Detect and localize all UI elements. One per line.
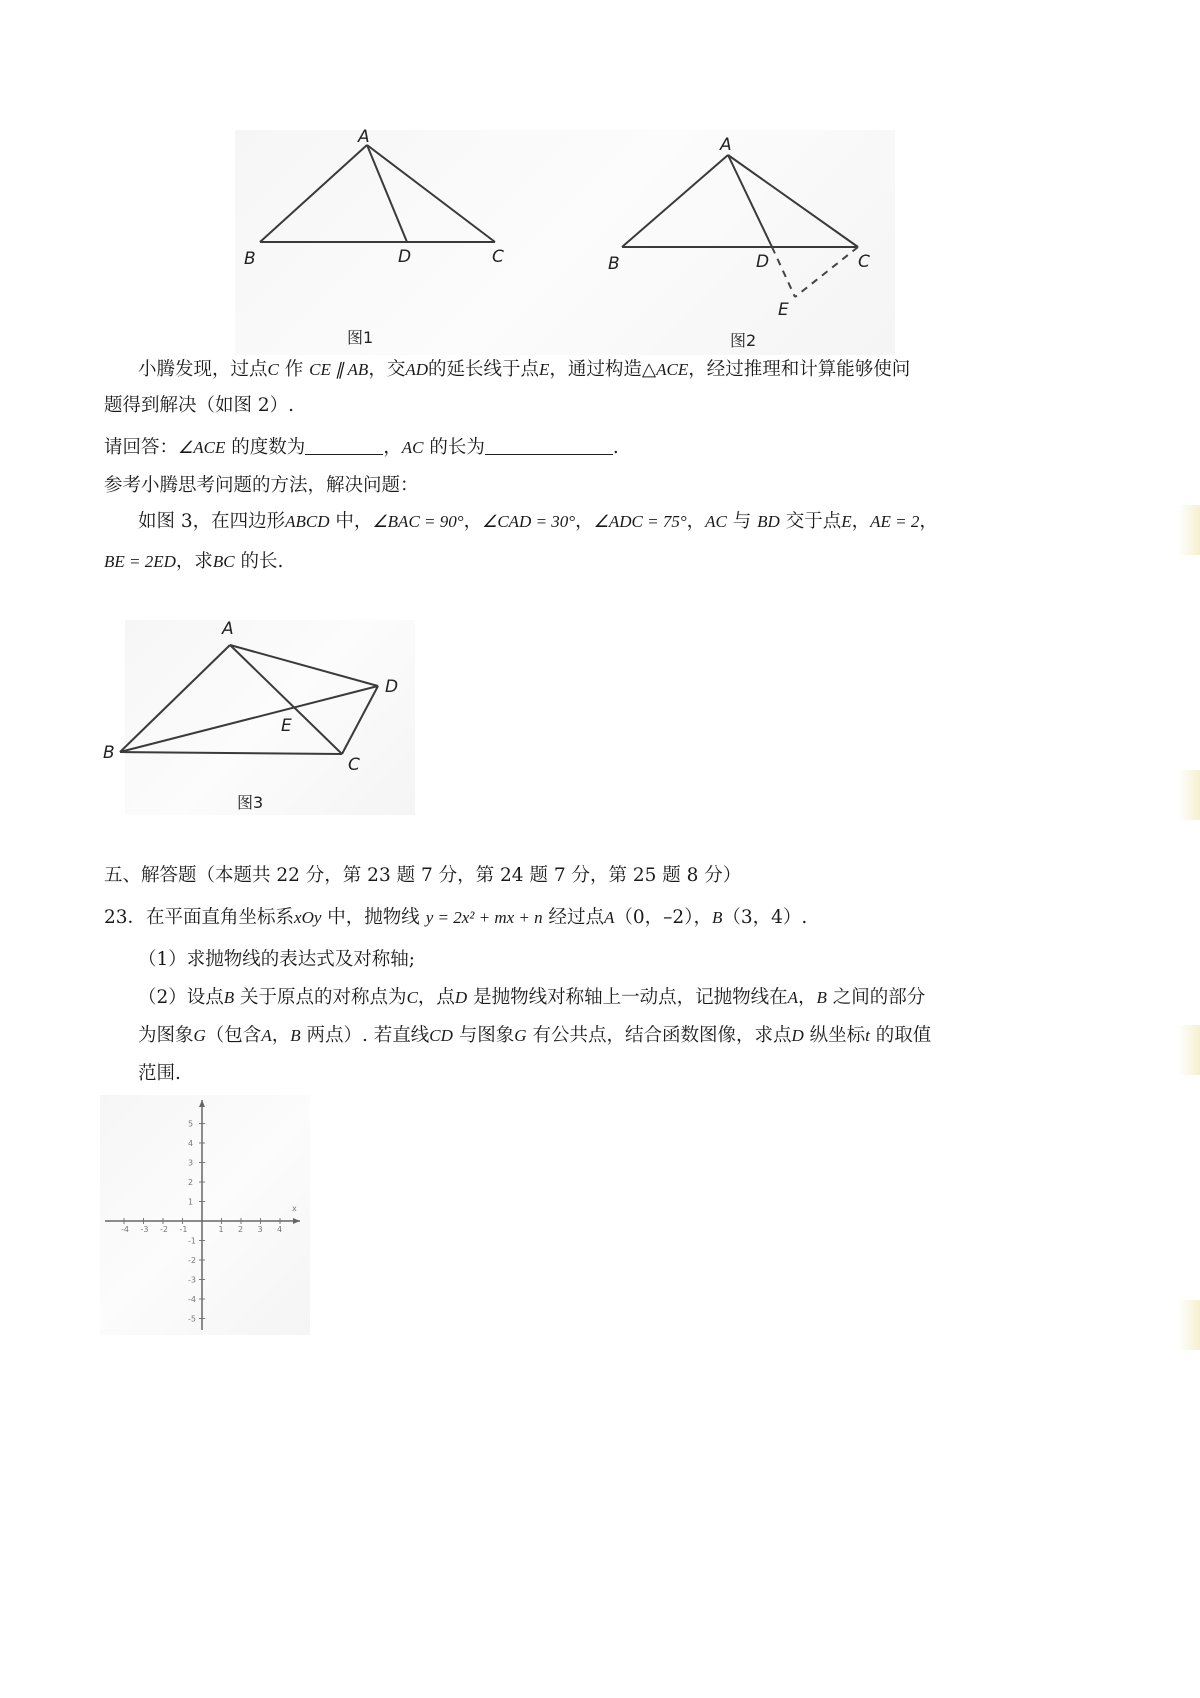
side-mark (1178, 1025, 1200, 1075)
y-tick-label: -4 (188, 1295, 196, 1304)
question-23: 23．在平面直角坐标系xOy 中，抛物线 y = 2x² + mx + n 经过点A（0，–2），B（3，4）. (104, 907, 808, 928)
x-tick-label: 3 (257, 1225, 263, 1234)
figure-1-diagram (230, 120, 530, 290)
coordinate-axes (100, 1095, 310, 1335)
question-23-part-1: （1）求抛物线的表达式及对称轴; (138, 949, 416, 970)
reference-method: 参考小腾思考问题的方法，解决问题： (104, 475, 419, 496)
question-23-part-2-line2: 为图象G（包含A，B 两点）. 若直线CD 与图象G 有公共点，结合函数图像，求点D 纵坐标t 的取值 (138, 1025, 932, 1046)
y-tick-label: -1 (188, 1236, 196, 1246)
side-mark (1178, 1300, 1200, 1350)
segment-de-dashed (772, 247, 795, 297)
point-label-e: E (778, 300, 789, 320)
segment-ab (260, 145, 367, 242)
y-axis-arrow-icon (199, 1100, 205, 1107)
problem-3-line1: 如图 3，在四边形ABCD 中，∠BAC = 90°，∠CAD = 30°，∠ADC = 75°，AC 与 BD 交于点E，AE = 2， (138, 511, 938, 532)
y-tick-label: -3 (188, 1275, 196, 1285)
answer-prompt: 请回答：∠ACE 的度数为 ，AC 的长为 . (104, 437, 619, 458)
segment-ac (728, 155, 858, 247)
point-label-b: B (608, 254, 620, 274)
point-label-a: A (358, 127, 370, 147)
x-axis-label: x (292, 1204, 297, 1213)
side-mark (1178, 505, 1200, 555)
y-tick-label: -2 (188, 1256, 196, 1265)
x-tick-label: -3 (140, 1225, 149, 1234)
segment-bd (120, 686, 378, 752)
y-tick-label: 2 (188, 1178, 194, 1187)
figure-2-caption: 图2 (730, 331, 757, 350)
figure-3-caption: 图3 (237, 793, 264, 812)
x-tick-label: -4 (121, 1225, 129, 1234)
figure-1-caption: 图1 (347, 328, 374, 347)
y-tick-label: -5 (188, 1314, 196, 1324)
paragraph-discovery-line1: 小腾发现，过点C 作 CE ∥ AB，交AD的延长线于点E，通过构造△ACE，经过推理和计算能够使问 (138, 359, 911, 380)
point-label-c: C (492, 247, 504, 267)
figure-2-diagram (600, 125, 900, 325)
segment-bc (120, 752, 342, 754)
point-label-c: C (858, 252, 870, 272)
side-mark (1178, 770, 1200, 820)
x-tick-label: 4 (277, 1225, 283, 1234)
point-label-b: B (103, 743, 115, 763)
point-label-e: E (281, 716, 292, 736)
segment-ab (622, 155, 728, 247)
segment-ab (120, 645, 230, 752)
point-label-a: A (720, 135, 732, 155)
figure-3-diagram (95, 610, 425, 810)
point-label-c: C (348, 755, 360, 775)
x-tick-label: -1 (179, 1225, 188, 1234)
x-axis-arrow-icon (293, 1218, 300, 1224)
segment-ce-dashed (795, 247, 858, 297)
y-tick-label: 3 (188, 1158, 194, 1168)
point-label-d: D (385, 677, 399, 697)
x-tick-label: 1 (218, 1225, 224, 1234)
answer-blank-angle[interactable] (305, 436, 383, 455)
x-tick-label: 2 (238, 1225, 244, 1234)
y-tick-label: 1 (188, 1197, 194, 1207)
segment-ad (728, 155, 772, 247)
y-tick-label: 5 (188, 1119, 194, 1129)
answer-blank-length[interactable] (485, 436, 613, 455)
question-23-part-2-line1: （2）设点B 关于原点的对称点为C，点D 是抛物线对称轴上一动点，记抛物线在A，B 之间的部分 (138, 987, 926, 1008)
point-label-a: A (222, 619, 234, 639)
paragraph-discovery-line2: 题得到解决（如图 2）. (104, 395, 295, 416)
problem-3-line2: BE = 2ED，求BC 的长. (104, 551, 284, 572)
point-label-b: B (244, 249, 256, 269)
x-tick-label: -2 (160, 1225, 168, 1234)
y-tick-label: 4 (188, 1139, 194, 1148)
point-label-d: D (398, 247, 412, 267)
point-label-d: D (756, 252, 770, 272)
segment-cd (342, 686, 378, 754)
section-5-heading: 五、解答题（本题共 22 分，第 23 题 7 分，第 24 题 7 分，第 25 题 8 分） (104, 865, 742, 886)
question-23-part-2-line3: 范围. (138, 1063, 181, 1084)
